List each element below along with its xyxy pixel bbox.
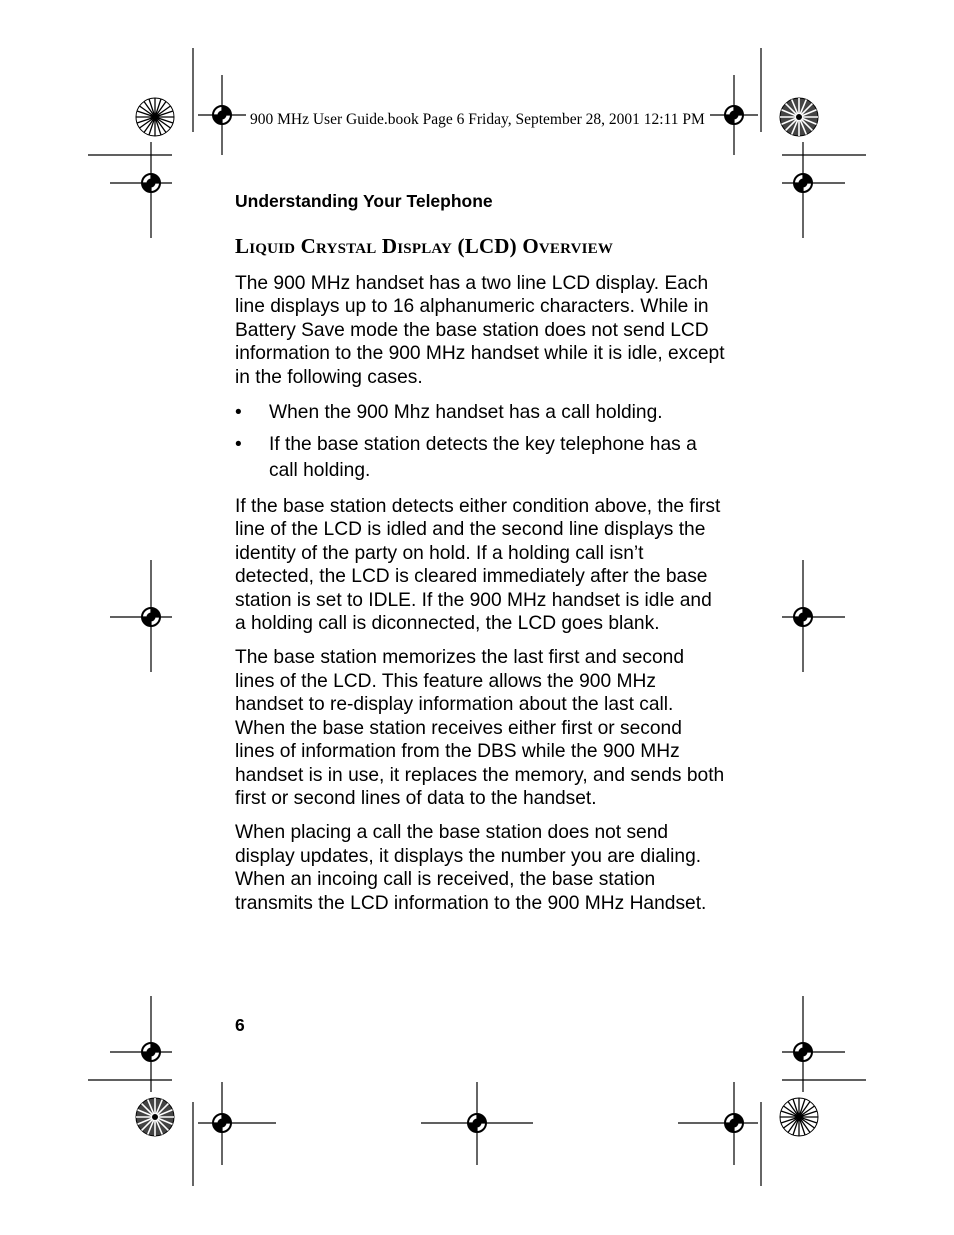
paragraph-hold-condition: If the base station detects either condition above, the first line of the LCD is idled and the second line displays the identity of the party on hold. If a holding call isn’t detected, the LCD is cleared immediately after the base station is set to IDLE. If the 900 MHz handset is idle and a holding call is diconnected, the LCD goes blank.	[235, 496, 721, 635]
page-number: 6	[235, 1015, 245, 1035]
paragraph-placing-call: When placing a call the base station does not send display updates, it displays the number you are dialing. When an incoing call is received, the base station transmits the LCD information to the 900 MHz Handset.	[235, 822, 707, 914]
bullet-list	[235, 400, 725, 484]
intro-paragraph: The 900 MHz handset has a two line LCD display. Each line displays up to 16 alphanumeric characters. While in Battery Save mode the base station does not send LCD information to the 900 MHz handset while it is idle, except in the following cases.	[235, 273, 725, 388]
list-item-text: If the base station detects the key telephone has a call holding.	[269, 434, 697, 482]
paragraph-memory: The base station memorizes the last first and second lines of the LCD. This feature allows the 900 MHz handset to re-display information about the last call. When the base station receives either first or second lines of information from the DBS while the 900 MHz handset is in use, it replaces the memory, and sends both first or second lines of data to the handset.	[235, 647, 725, 809]
bullet-icon: •	[235, 434, 242, 456]
list-item	[235, 400, 725, 426]
bullet-icon: •	[235, 402, 242, 424]
section-title: Liquid Crystal Display (LCD) Overview	[235, 234, 614, 258]
book-header-slug: 900 MHz User Guide.book Page 6 Friday, September 28, 2001 12:11 PM	[250, 111, 705, 128]
running-head: Understanding Your Telephone	[235, 191, 493, 211]
list-item-text: When the 900 Mhz handset has a call holding.	[269, 402, 663, 424]
body-content	[235, 272, 725, 926]
list-item	[235, 432, 725, 484]
